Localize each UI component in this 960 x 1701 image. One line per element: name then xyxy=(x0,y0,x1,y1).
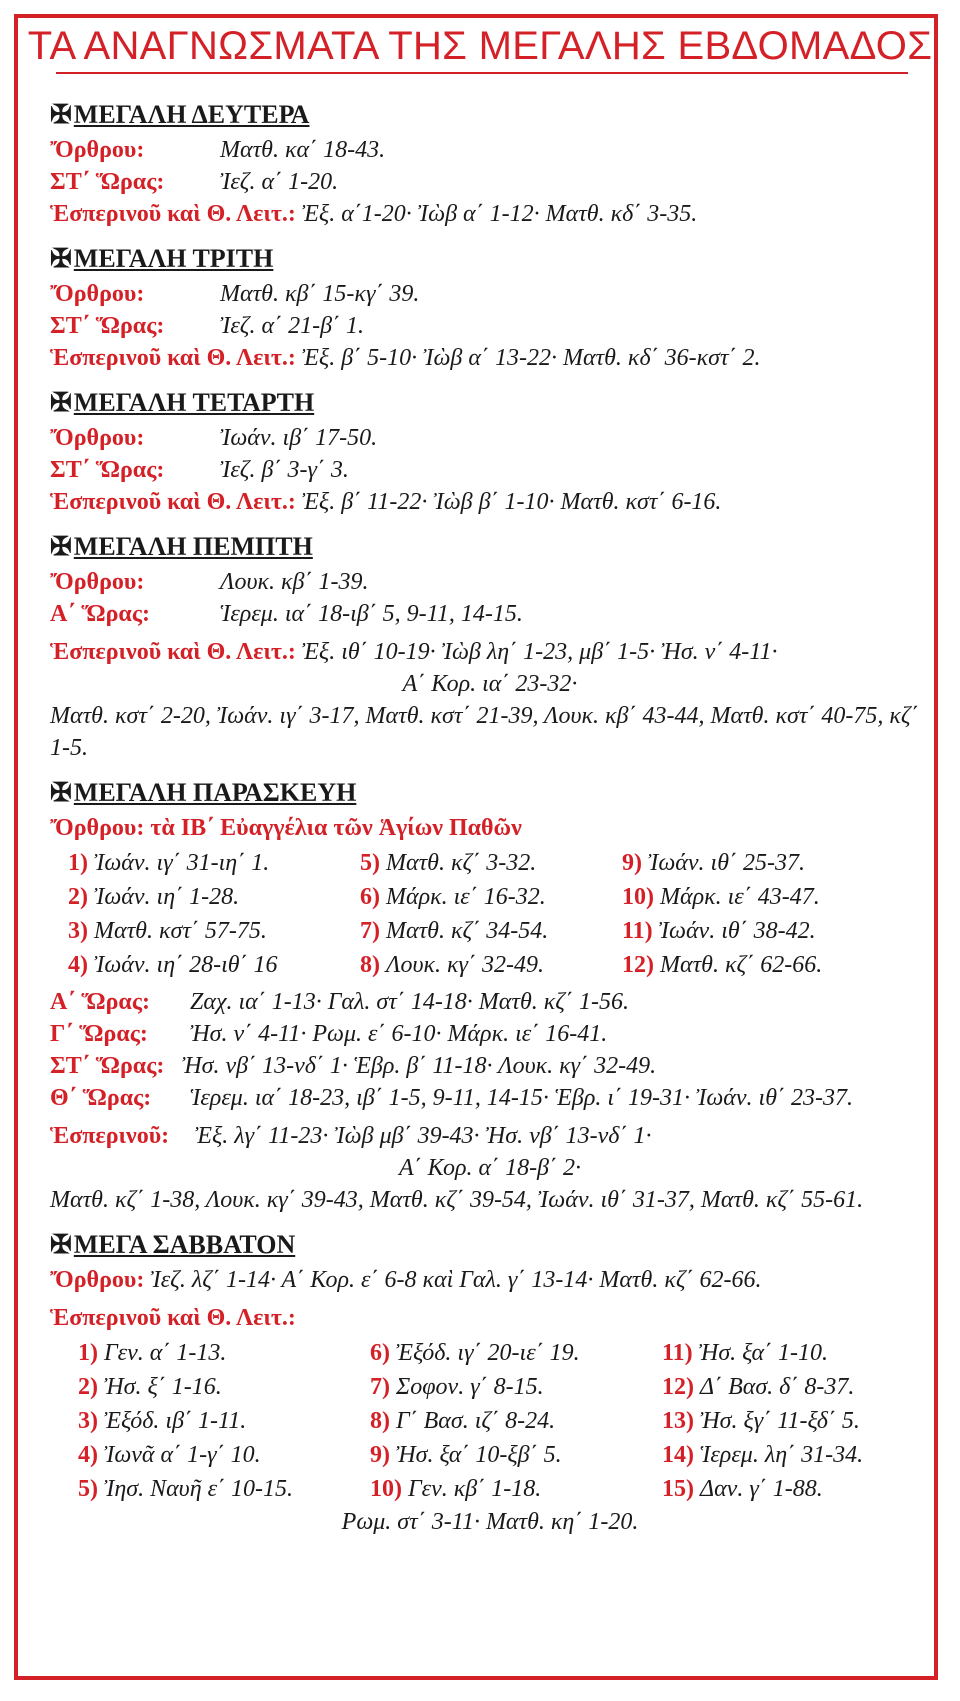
list-item: 6) Μάρκ. ιε΄ 16-32. xyxy=(360,884,546,910)
gospels-grid xyxy=(50,846,930,982)
list-item: 14) Ἱερεμ. λη΄ 31-34. xyxy=(662,1442,864,1468)
section-friday xyxy=(50,778,930,1216)
vespers-label: Ἑσπερινοῦ καὶ Θ. Λειτ.: xyxy=(50,1305,296,1331)
list-item: 5) Ματθ. κζ΄ 3-32. xyxy=(360,850,537,876)
reading-row: Ἑσπερινοῦ καὶ Θ. Λειτ.: Ἐξ. ιθ΄ 10-19· Ἰὼβ λη΄ 1-23, μβ΄ 1-5· Ἠσ. ν΄ 4-11· xyxy=(50,639,778,665)
reading-row: Ὄρθρου: Ἰωάν. ιβ΄ 17-50. xyxy=(50,425,378,451)
readings-content xyxy=(50,100,930,1552)
readings-grid xyxy=(50,1336,930,1506)
reading-row: Ὄρθρου: Λουκ. κβ΄ 1-39. xyxy=(50,569,369,595)
list-item: 4) Ἰωάν. ιη΄ 28-ιθ΄ 16 xyxy=(68,952,278,978)
reading-row: Ἑσπερινοῦ καὶ Θ. Λειτ.: Ἐξ. α΄1-20· Ἰὼβ α΄ 1-12· Ματθ. κδ΄ 3-35. xyxy=(50,201,698,227)
cross-icon: ✠ xyxy=(50,532,72,561)
reading-row: ΣΤ΄ Ὥρας: Ἰεζ. β΄ 3-γ΄ 3. xyxy=(50,457,349,483)
cross-icon: ✠ xyxy=(50,100,72,129)
section-heading: ✠ΜΕΓΑΛΗ ΤΕΤΑΡΤΗ xyxy=(50,388,315,417)
list-item: 2) Ἠσ. ξ΄ 1-16. xyxy=(78,1374,222,1400)
reading-row: ΣΤ΄ Ὥρας: Ἰεζ. α΄ 1-20. xyxy=(50,169,339,195)
list-item: 4) Ἰωνᾶ α΄ 1-γ΄ 10. xyxy=(78,1442,261,1468)
reading-row: ΣΤ΄ Ὥρας: Ἠσ. νβ΄ 13-νδ΄ 1· Ἑβρ. β΄ 11-18· Λουκ. κγ΄ 32-49. xyxy=(50,1053,657,1079)
reading-row: ΣΤ΄ Ὥρας: Ἰεζ. α΄ 21-β΄ 1. xyxy=(50,313,365,339)
reading-row: Γ΄ Ὥρας: Ἠσ. ν΄ 4-11· Ρωμ. ε΄ 6-10· Μάρκ. ιε΄ 16-41. xyxy=(50,1021,608,1047)
reading-row: Ἑσπερινοῦ καὶ Θ. Λειτ.: Ἐξ. β΄ 5-10· Ἰὼβ α΄ 13-22· Ματθ. κδ΄ 36-κστ΄ 2. xyxy=(50,345,761,371)
list-item: 6) Ἐξόδ. ιγ΄ 20-ιε΄ 19. xyxy=(370,1340,580,1366)
reading-continuation: Α΄ Κορ. ια΄ 23-32· xyxy=(402,671,578,697)
cross-icon: ✠ xyxy=(50,778,72,807)
title-underline xyxy=(56,72,908,74)
reading-row: Ὄρθρου: Ματθ. κβ΄ 15-κγ΄ 39. xyxy=(50,281,420,307)
reading-row: Ἑσπερινοῦ: Ἐξ. λγ΄ 11-23· Ἰὼβ μβ΄ 39-43· Ἠσ. νβ΄ 13-νδ΄ 1· xyxy=(50,1123,652,1149)
reading-row: Α΄ Ὥρας: Ζαχ. ια΄ 1-13· Γαλ. στ΄ 14-18· Ματθ. κζ΄ 1-56. xyxy=(50,989,629,1015)
list-item: 1) Γεν. α΄ 1-13. xyxy=(78,1340,227,1366)
reading-continuation: Ματθ. κζ΄ 1-38, Λουκ. κγ΄ 39-43, Ματθ. κζ΄ 39-54, Ἰωάν. ιθ΄ 31-37, Ματθ. κζ΄ 55-61. xyxy=(50,1187,864,1213)
section-heading: ✠ΜΕΓΑ ΣΑΒΒΑΤΟΝ xyxy=(50,1230,296,1259)
page-title: ΤΑ ΑΝΑΓΝΩΣΜΑΤΑ ΤΗΣ ΜΕΓΑΛΗΣ ΕΒΔΟΜΑΔΟΣ xyxy=(27,24,933,68)
cross-icon: ✠ xyxy=(50,244,72,273)
cross-icon: ✠ xyxy=(50,1230,72,1259)
section-tuesday xyxy=(50,244,930,374)
list-item: 10) Μάρκ. ιε΄ 43-47. xyxy=(622,884,820,910)
list-item: 12) Ματθ. κζ΄ 62-66. xyxy=(622,952,823,978)
list-item: 3) Ἐξόδ. ιβ΄ 1-11. xyxy=(78,1408,247,1434)
reading-row: Ὄρθρου: Ἰεζ. λζ΄ 1-14· Α΄ Κορ. ε΄ 6-8 καὶ Γαλ. γ΄ 13-14· Ματθ. κζ΄ 62-66. xyxy=(50,1267,762,1293)
list-item: 10) Γεν. κβ΄ 1-18. xyxy=(370,1476,542,1502)
cross-icon: ✠ xyxy=(50,388,72,417)
list-item: 8) Λουκ. κγ΄ 32-49. xyxy=(360,952,544,978)
reading-row: Ἑσπερινοῦ καὶ Θ. Λειτ.: Ἐξ. β΄ 11-22· Ἰὼβ β΄ 1-10· Ματθ. κστ΄ 6-16. xyxy=(50,489,722,515)
list-item: 5) Ἰησ. Ναυῆ ε΄ 10-15. xyxy=(78,1476,294,1502)
list-item: 9) Ἰωάν. ιθ΄ 25-37. xyxy=(622,850,805,876)
list-item: 1) Ἰωάν. ιγ΄ 31-ιη΄ 1. xyxy=(68,850,270,876)
list-item: 7) Σοφον. γ΄ 8-15. xyxy=(370,1374,544,1400)
list-item: 3) Ματθ. κστ΄ 57-75. xyxy=(68,918,267,944)
list-item: 15) Δαν. γ΄ 1-88. xyxy=(662,1476,823,1502)
section-heading: ✠ΜΕΓΑΛΗ ΔΕΥΤΕΡΑ xyxy=(50,100,310,129)
section-heading: ✠ΜΕΓΑΛΗ ΤΡΙΤΗ xyxy=(50,244,274,273)
section-thursday xyxy=(50,532,930,764)
reading-continuation: Α΄ Κορ. α΄ 18-β΄ 2· xyxy=(398,1155,581,1181)
closing-reading: Ρωμ. στ΄ 3-11· Ματθ. κη΄ 1-20. xyxy=(341,1509,639,1535)
gospels-label: Ὄρθρου: τὰ ΙΒ΄ Εὐαγγέλια τῶν Ἁγίων Παθῶν xyxy=(50,815,522,841)
section-heading: ✠ΜΕΓΑΛΗ ΠΕΜΠΤΗ xyxy=(50,532,313,561)
list-item: 7) Ματθ. κζ΄ 34-54. xyxy=(360,918,549,944)
section-heading: ✠ΜΕΓΑΛΗ ΠΑΡΑΣΚΕΥΗ xyxy=(50,778,357,807)
list-item: 11) Ἠσ. ξα΄ 1-10. xyxy=(662,1340,829,1366)
list-item: 11) Ἰωάν. ιθ΄ 38-42. xyxy=(622,918,816,944)
list-item: 9) Ἠσ. ξα΄ 10-ξβ΄ 5. xyxy=(370,1442,562,1468)
list-item: 8) Γ΄ Βασ. ιζ΄ 8-24. xyxy=(370,1408,556,1434)
list-item: 13) Ἠσ. ξγ΄ 11-ξδ΄ 5. xyxy=(662,1408,860,1434)
section-monday xyxy=(50,100,930,230)
reading-row: Ὄρθρου: Ματθ. κα΄ 18-43. xyxy=(50,137,386,163)
reading-continuation: Ματθ. κστ΄ 2-20, Ἰωάν. ιγ΄ 3-17, Ματθ. κστ΄ 21-39, Λουκ. κβ΄ 43-44, Ματθ. κστ΄ 40-75, κζ΄ 1-5. xyxy=(50,703,919,761)
list-item: 2) Ἰωάν. ιη΄ 1-28. xyxy=(68,884,240,910)
reading-row: Α΄ Ὥρας: Ἱερεμ. ια΄ 18-ιβ΄ 5, 9-11, 14-15. xyxy=(50,601,523,627)
section-saturday xyxy=(50,1230,930,1538)
section-wednesday xyxy=(50,388,930,518)
list-item: 12) Δ΄ Βασ. δ΄ 8-37. xyxy=(662,1374,855,1400)
reading-row: Θ΄ Ὥρας: Ἱερεμ. ια΄ 18-23, ιβ΄ 1-5, 9-11, 14-15· Ἑβρ. ι΄ 19-31· Ἰωάν. ιθ΄ 23-37. xyxy=(50,1085,853,1111)
